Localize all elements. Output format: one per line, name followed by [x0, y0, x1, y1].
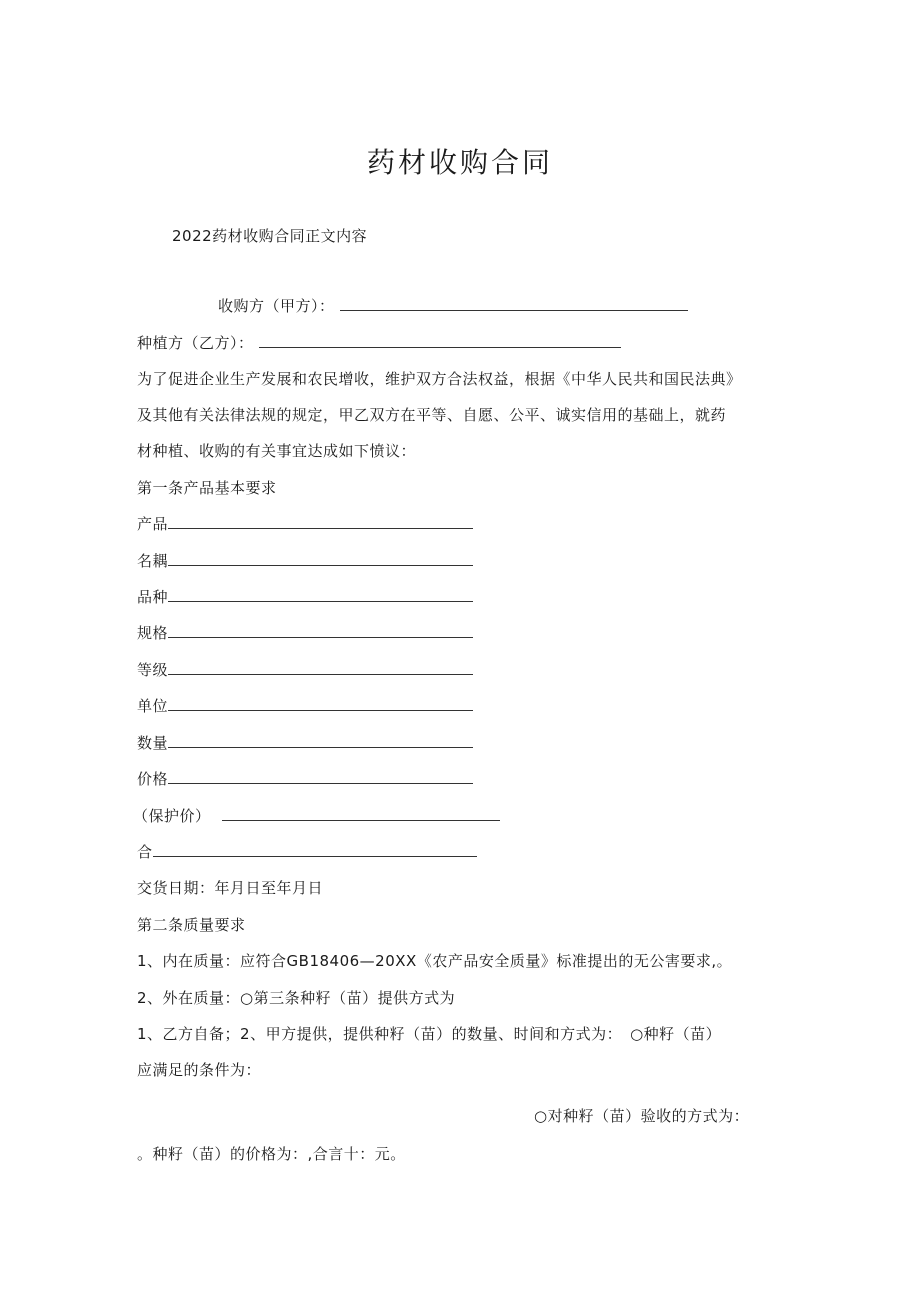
- seed-provision-line-1: 1、乙方自备；2、甲方提供，提供种籽（苗）的数量、时间和方式为： ○种籽（苗）: [137, 1025, 722, 1043]
- party-a-blank: [340, 296, 688, 311]
- preamble-line-3: 材种植、收购的有关事宜达成如下愤议：: [137, 442, 417, 460]
- article-1-heading: 第一条产品基本要求: [137, 479, 277, 497]
- field-row-spec: [137, 623, 473, 643]
- protect-price-blank: [222, 806, 500, 821]
- field-label: 价格: [137, 770, 169, 788]
- field-row-variety: [137, 587, 473, 607]
- field-label: 规格: [137, 624, 169, 642]
- protect-price-row: [133, 806, 500, 826]
- party-a-row: [218, 296, 688, 316]
- party-a-label: 收购方（甲方）：: [218, 297, 335, 315]
- field-blank: [168, 696, 473, 711]
- field-row-unit: [137, 696, 473, 716]
- seed-provision-line-2: 应满足的条件为：: [137, 1061, 262, 1079]
- field-label: 产品: [137, 515, 169, 533]
- field-label: 名耦: [137, 552, 169, 570]
- article-2-heading: 第二条质量要求: [137, 916, 246, 934]
- field-blank: [168, 623, 473, 638]
- total-label: 合: [137, 843, 153, 861]
- field-row-price: [137, 769, 473, 789]
- field-label: 品种: [137, 588, 169, 606]
- field-blank: [168, 551, 473, 566]
- field-label: 等级: [137, 661, 169, 679]
- protect-price-label: （保护价）: [133, 807, 211, 825]
- field-row-grade: [137, 660, 473, 680]
- quality-internal: 1、内在质量：应符合GB18406—20XX《农产品安全质量》标准提出的无公害要求,。: [137, 952, 733, 970]
- delivery-date: 交货日期：年月日至年月日: [137, 879, 324, 897]
- field-blank: [168, 769, 473, 784]
- party-b-label: 种植方（乙方）：: [137, 334, 254, 352]
- preamble-line-1: 为了促进企业生产发展和农民增收，维护双方合法权益，根据《中华人民共和国民法典》: [137, 370, 742, 388]
- field-blank: [168, 514, 473, 529]
- seed-acceptance: ○对种籽（苗）验收的方式为：: [534, 1107, 750, 1125]
- document-subtitle: 2022药材收购合同正文内容: [172, 227, 368, 245]
- document-title: 药材收购合同: [366, 146, 553, 179]
- field-row-product: [137, 514, 473, 534]
- party-b-blank: [259, 333, 621, 348]
- preamble-line-2: 及其他有关法律法规的规定，甲乙双方在平等、自愿、公平、诚实信用的基础上，就药: [137, 406, 727, 424]
- quality-external: 2、外在质量：○第三条种籽（苗）提供方式为: [137, 989, 456, 1007]
- field-blank: [168, 660, 473, 675]
- party-b-row: [137, 333, 621, 353]
- field-row-name: [137, 551, 473, 571]
- field-blank: [168, 733, 473, 748]
- total-blank: [153, 842, 477, 857]
- field-blank: [168, 587, 473, 602]
- field-row-quantity: [137, 733, 473, 753]
- field-label: 单位: [137, 697, 169, 715]
- field-label: 数量: [137, 734, 169, 752]
- total-row: [137, 842, 477, 862]
- seed-price: 。种籽（苗）的价格为：,合言十：元。: [137, 1145, 406, 1163]
